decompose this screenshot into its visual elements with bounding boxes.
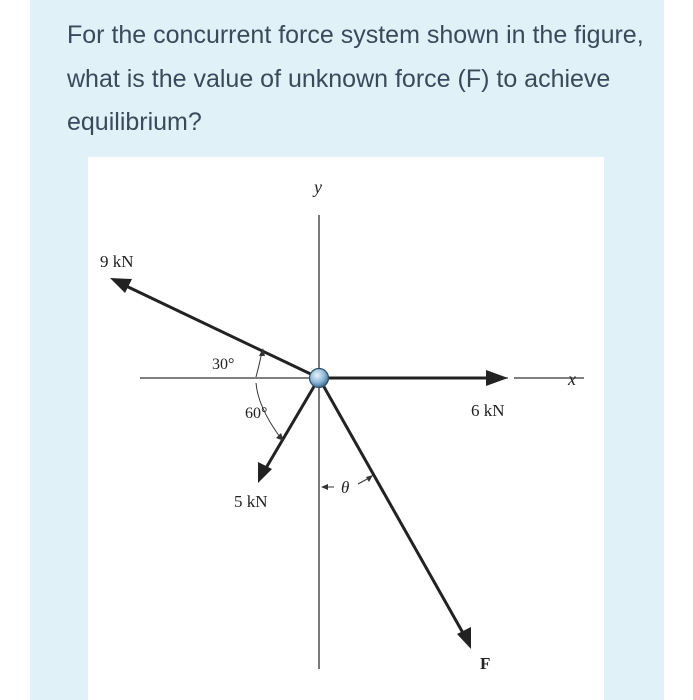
question-text: For the concurrent force system shown in the figure, what is the value of unknown force (F) to achieve equilibrium? — [67, 21, 644, 136]
force-diagram-svg — [88, 157, 604, 700]
force-6kn-arrowhead — [486, 370, 508, 386]
force-9kn-label: 9 kN — [100, 252, 134, 271]
force-f-arrowhead — [457, 627, 471, 649]
force-9kn-arrowhead — [110, 278, 132, 293]
angle-30-label: 30° — [212, 356, 235, 373]
force-5kn-line — [266, 378, 319, 468]
force-5kn-arrowhead — [258, 462, 272, 483]
force-5kn-label: 5 kN — [234, 492, 268, 511]
force-diagram — [88, 157, 604, 700]
angle-60-label: 60° — [245, 405, 268, 422]
force-f-label: F — [480, 654, 491, 673]
axis-x-label: x — [568, 369, 576, 389]
theta-left-arrow — [321, 484, 328, 490]
angle-theta-label: θ — [341, 478, 350, 497]
axis-y-label: y — [314, 177, 322, 197]
force-f-line — [319, 378, 463, 633]
force-6kn-label: 6 kN — [471, 401, 505, 420]
particle-point — [310, 369, 329, 388]
theta-right-arrow — [366, 475, 373, 482]
